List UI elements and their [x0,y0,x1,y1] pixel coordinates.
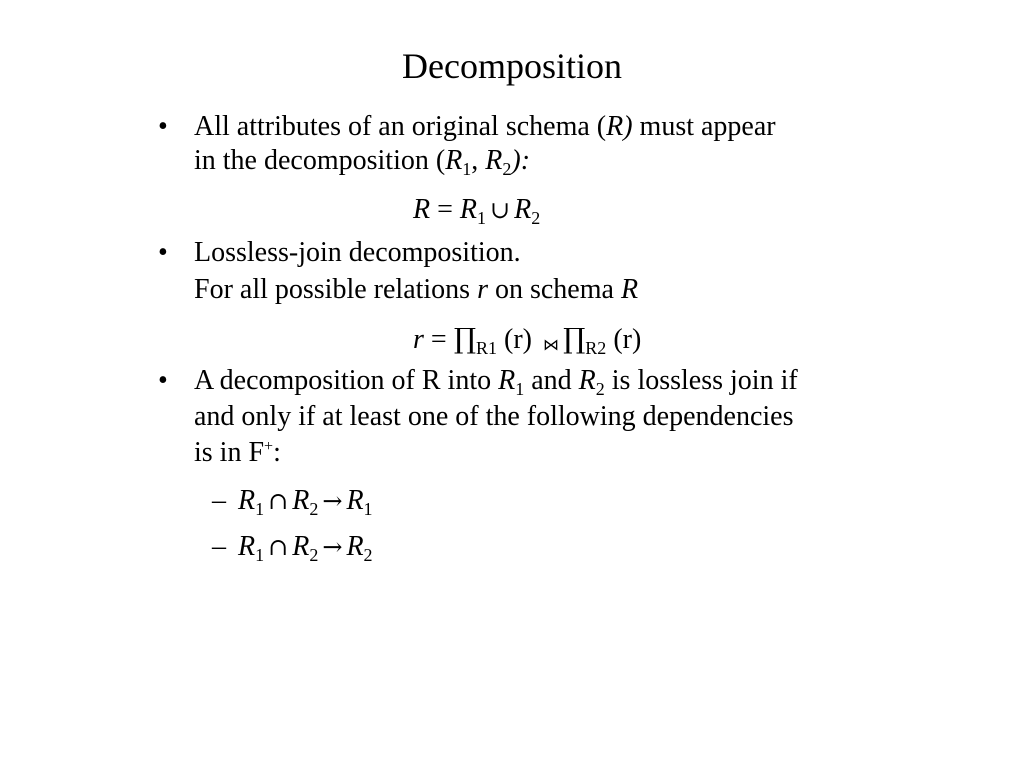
natural-join-operator: ⋈ [543,335,559,354]
b3-r1-symbol: R [498,365,516,396]
eq-r2: R [514,194,532,225]
bullet-1-text: All attributes of an original schema ( [194,111,607,142]
intersection-operator: ∩ [268,487,289,515]
bullet-3-line-3 [194,436,281,470]
bullet-marker-3: • [158,365,168,396]
bullet-3-line-1 [194,364,798,398]
intersection-operator: ∩ [268,533,289,561]
eq-r1-sub: 1 [477,208,487,228]
projection-2-arg: (r) [606,324,642,355]
bullet-1-line-1 [194,110,776,144]
b3-r2-symbol: R [578,365,596,396]
bullet-3-line3-text: is in F [194,437,265,468]
bullet-marker-1: • [158,111,168,142]
dep2-c-sub: 2 [363,545,373,565]
r1-subscript: 1 [462,159,472,179]
bullet-1-line2-text: in the decomposition ( [194,145,446,176]
slide-title: Decomposition [402,46,622,86]
dep2-c: R [346,531,364,562]
dependency-1 [238,484,373,518]
dep1-b: R [292,485,310,516]
r2-symbol: R [485,145,503,176]
bullet-1-line2-end: ): [511,145,531,176]
dep2-b: R [292,531,310,562]
r1-symbol: R [445,145,463,176]
bullet-2-line-1: Lossless-join decomposition. [194,237,521,268]
projection-1-arg: (r) [497,324,539,355]
bullet-2-line2-mid: on schema [487,274,621,305]
r2-subscript: 2 [502,159,512,179]
bullet-3-line3-end: : [273,437,281,468]
dep1-c: R [346,485,364,516]
bullet-2-line2-text: For all possible relations [194,274,478,305]
closure-plus: + [264,438,274,455]
dep2-b-sub: 2 [309,545,319,565]
schema-r-symbol-2: R [620,274,639,305]
bullet-3-line-2: and only if at least one of the following dependencies [194,401,794,432]
arrow-icon: → [322,533,343,561]
eq2-lhs: r [413,324,424,355]
projection-1-sub: R1 [476,338,498,358]
b3-and: and [524,365,579,396]
comma: , [471,145,486,176]
b3-r1-sub: 1 [515,379,525,399]
dep1-a-sub: 1 [255,499,265,519]
subitem-marker-1: – [212,485,226,516]
bullet-1-text-end: must appear [632,111,776,142]
lossless-join-equation [413,322,641,362]
bullet-marker-2: • [158,237,168,268]
eq-r1: R [459,194,478,225]
eq-r2-sub: 2 [531,208,541,228]
dep1-c-sub: 1 [363,499,373,519]
dependency-2 [238,530,373,564]
union-equation [413,193,540,227]
subitem-marker-2: – [212,531,226,562]
union-operator: ∪ [490,196,511,224]
schema-r-symbol: R) [606,111,633,142]
bullet-1-line-2 [194,144,530,178]
bullet-3-line1-text: A decomposition of R into [194,365,499,396]
projection-2-symbol: ∏ [563,322,586,355]
dep2-a: R [238,531,256,562]
relation-r-symbol: r [477,274,488,305]
dep1-a: R [238,485,256,516]
b3-r2-sub: 2 [595,379,605,399]
eq-sign: = [430,194,460,225]
arrow-icon: → [322,487,343,515]
dep2-a-sub: 1 [255,545,265,565]
projection-1-symbol: ∏ [453,322,476,355]
bullet-3-line1-end: is lossless join if [604,365,798,396]
eq-lhs: R [413,194,431,225]
dep1-b-sub: 2 [309,499,319,519]
bullet-2-line-2 [194,273,638,307]
projection-2-sub: R2 [585,338,607,358]
eq2-sign: = [423,324,454,355]
